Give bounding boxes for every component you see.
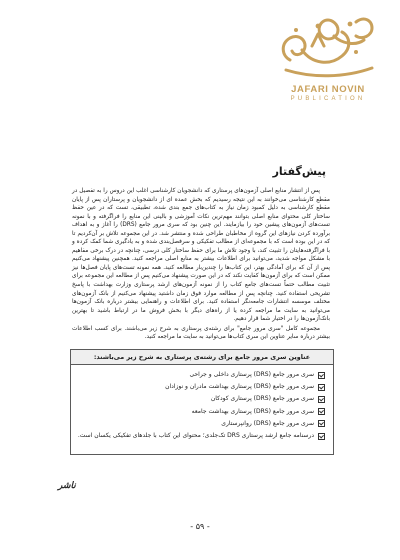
publisher-logo bbox=[262, 6, 394, 118]
list-item-label: سری مرور جامع (DRS) روانپرستاری bbox=[221, 419, 314, 427]
checkbox-icon bbox=[318, 396, 325, 403]
body-text bbox=[72, 187, 330, 342]
list-item bbox=[75, 430, 325, 442]
brand-name: JAFARI NOVIN bbox=[291, 84, 365, 95]
publisher-signature: ناشر bbox=[58, 481, 76, 491]
list-item-label: سری مرور جامع (DRS) پرستاری کودکان bbox=[210, 395, 314, 403]
list-item bbox=[75, 393, 325, 405]
list-item bbox=[75, 418, 325, 430]
series-list-heading: عناوین سری مرور جامع برای رشته‌ی پرستاری به شرح زیر می‌باشند: bbox=[71, 350, 333, 365]
list-item-label: درسنامه جامع ارشد پرستاری DRS تک‌جلدی؛ محتوای این کتاب با جلدهای تفکیکی یکسان است. bbox=[77, 432, 314, 440]
body-paragraph: مجموعه کامل "سری مرور جامع" برای رشته‌ی پرستاری به شرح زیر می‌باشند. برای کسب اطلاعات بیشتر درباره سایر عناوین این سری کتاب‌ها می‌توانید به سایت ما مراجعه کنید. bbox=[72, 325, 330, 341]
list-item bbox=[75, 369, 325, 381]
body-paragraph: پس از انتشار منابع اصلی آزمون‌های پرستاری که دانشجویان کارشناسی اغلب این دروس را به تفصیل در مقطع کارشناسی می‌خوانند به این نتیجه رسیدیم که بخش عمده ای از دانشجویان و پرستاران پس از پایان مقطع کارشناسی به دلیل کمبود زمان نیاز به کتاب‌های جمع بندی شده، تطبیقی، تست که در عین حفظ ساختار کلی محتوای منابع اصلی بتوانند مهم‌ترین نکات آموزشی و بالینی این منابع را فراگرفته و با نمونه تست‌های آزمون‌های پیشین خود را بیازمایند. این چنین بود که سری مرور جامع (DRS) را آغاز و به اهداف برآورده کردن نیازهای این گروه از مخاطبان طراحی شده و منتشر شد. در این مجموعه تلاش بر آن‌کردیم تا که در این بوده است که با مجموعه‌ای از مطالب تفکیکی و سرفصل‌بندی شده و به یادگیری شما کمک کرده و با فراگرفته‌هایتان را تثبیت کند، با وجود تلاش ما برای حفظ ساختار کلی درسی، چنانچه در درک برخی مفاهیم با مشکل مواجه شدید، می‌توانید برای اطلاعات بیشتر به منابع اصلی مراجعه کنید. همچنین پیشنهاد می‌کنیم پس از آن که برای آمادگی بهتر، این کتاب‌ها را چندین‌بار مطالعه کنید. همه نمونه تست‌های پایان فصل‌ها نیز ممکن است که برای آزمون‌ها کفایت نکند که در این صورت پیشنهاد می‌کنیم پس از مطالعه این مجموعه برای تثبیت مطالب حتماً تست‌های جامع کتاب را از نمونه آزمون‌های ارشد پرستاری وزارت بهداشت با پاسخ تشریحی استفاده کنید. چنانچه پس از مطالعه موارد فوق زمان داشتید پیشنهاد می‌کنیم از بانک آزمون‌های مختلف موسسه انتشارات جامعه‌نگر استفاده کنید. برای اطلاعات و راهنمایی بیشتر درباره بانک آزمون‌ها می‌توانید به سایت ما مراجعه کرده یا از راه‌های دیگر با بخش فروش ما در ارتباط باشید تا بهترین بانک‌آزمون‌ها را در اختیار شما قرار دهیم. bbox=[72, 188, 330, 323]
checkbox-icon bbox=[318, 408, 325, 415]
checkbox-icon bbox=[318, 433, 325, 440]
page-number: - ۵۹ - bbox=[190, 522, 210, 531]
jafari-novin-logo-mark-icon bbox=[272, 6, 384, 82]
list-item-label: سری مرور جامع (DRS) پرستاری بهداشت مادران و نوزادان bbox=[165, 383, 314, 391]
series-list bbox=[71, 365, 333, 442]
checkbox-icon bbox=[318, 384, 325, 391]
series-list-box bbox=[70, 349, 334, 455]
checkbox-icon bbox=[318, 420, 325, 427]
brand-subtitle: PUBLICATION bbox=[290, 96, 366, 102]
list-item bbox=[75, 381, 325, 393]
list-item-label: سری مرور جامع (DRS) پرستاری داخلی و جراحی bbox=[189, 371, 314, 378]
list-item bbox=[75, 406, 325, 418]
checkbox-icon bbox=[318, 372, 325, 379]
page-title: پیش‌گفتار bbox=[272, 165, 326, 178]
list-item-label: سری مرور جامع (DRS) پرستاری بهداشت جامعه bbox=[191, 407, 314, 415]
